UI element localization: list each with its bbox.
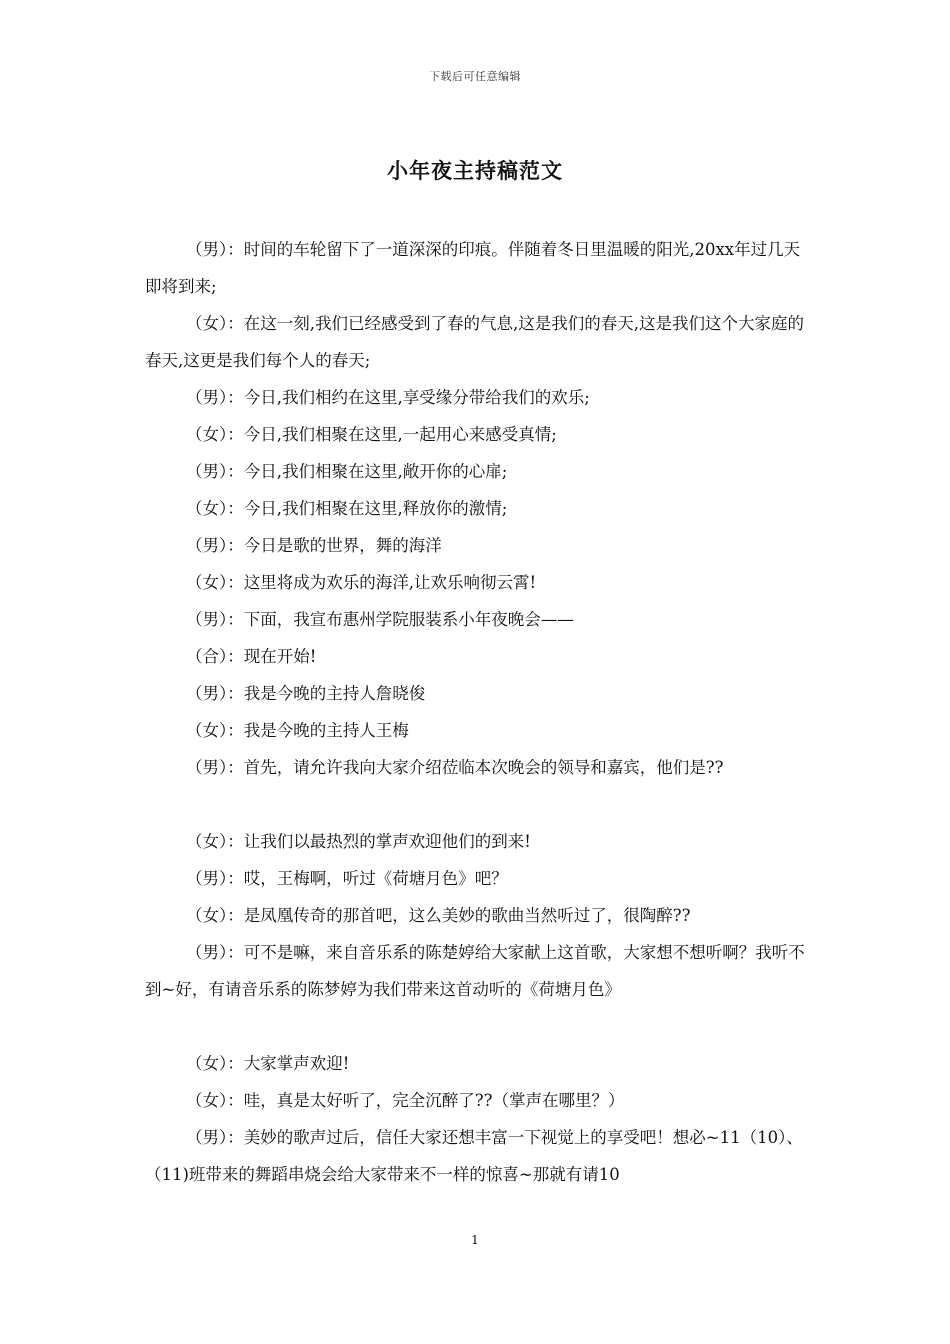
paragraph: （男）：美妙的歌声过后，信任大家还想丰富一下视觉上的享受吧！想必~11（10）、（11)班带来的舞蹈串烧会给大家带来不一样的惊喜~那就有请10 <box>145 1128 803 1184</box>
paragraph: （男）：我是今晚的主持人詹晓俊 <box>186 684 426 703</box>
paragraph: （女）：我是今晚的主持人王梅 <box>186 721 409 740</box>
paragraph: （女）：让我们以最热烈的掌声欢迎他们的到来! <box>186 832 531 851</box>
blank-line <box>145 786 807 823</box>
paragraph: （女）：今日,我们相聚在这里,释放你的激情; <box>186 499 508 518</box>
paragraph: （男）：今日,我们相约在这里,享受缘分带给我们的欢乐; <box>186 388 590 407</box>
paragraph: （女）：在这一刻,我们已经感受到了春的气息,这是我们的春天,这是我们这个大家庭的春天,这更是我们每个人的春天; <box>145 314 804 370</box>
paragraph: （女）：大家掌声欢迎! <box>186 1054 350 1073</box>
paragraph: （女）：今日,我们相聚在这里,一起用心来感受真情; <box>186 425 557 444</box>
paragraph: （男）：今日,我们相聚在这里,敞开你的心扉; <box>186 462 508 481</box>
paragraph: （男）：今日是歌的世界，舞的海洋 <box>186 536 442 555</box>
paragraph: （男）：可不是嘛，来自音乐系的陈楚婷给大家献上这首歌，大家想不想听啊？我听不到~好，有请音乐系的陈梦婷为我们带来这首动听的《荷塘月色》 <box>145 943 805 999</box>
paragraph: （男）：首先，请允许我向大家介绍莅临本次晚会的领导和嘉宾，他们是?? <box>186 758 724 777</box>
document-title: 小年夜主持稿范文 <box>387 158 563 183</box>
paragraph: （合）：现在开始! <box>186 647 317 666</box>
header-note: 下载后可任意编辑 <box>429 70 521 83</box>
paragraph: （女）：这里将成为欢乐的海洋,让欢乐响彻云霄! <box>186 573 537 592</box>
paragraph: （女）：是凤凰传奇的那首吧，这么美妙的歌曲当然听过了，很陶醉?? <box>186 906 691 925</box>
paragraph: （男）：哎，王梅啊，听过《荷塘月色》吧？ <box>186 869 508 888</box>
paragraph: （女）：哇，真是太好听了，完全沉醉了??（掌声在哪里？） <box>186 1091 625 1110</box>
page-number: 1 <box>471 1233 479 1247</box>
paragraph: （男）：下面，我宣布惠州学院服装系小年夜晚会—— <box>186 610 574 629</box>
paragraph: （男）：时间的车轮留下了一道深深的印痕。伴随着冬日里温暖的阳光,20xx年过几天即将到来; <box>145 240 801 296</box>
document-body <box>145 231 807 1193</box>
blank-line <box>145 1008 807 1045</box>
